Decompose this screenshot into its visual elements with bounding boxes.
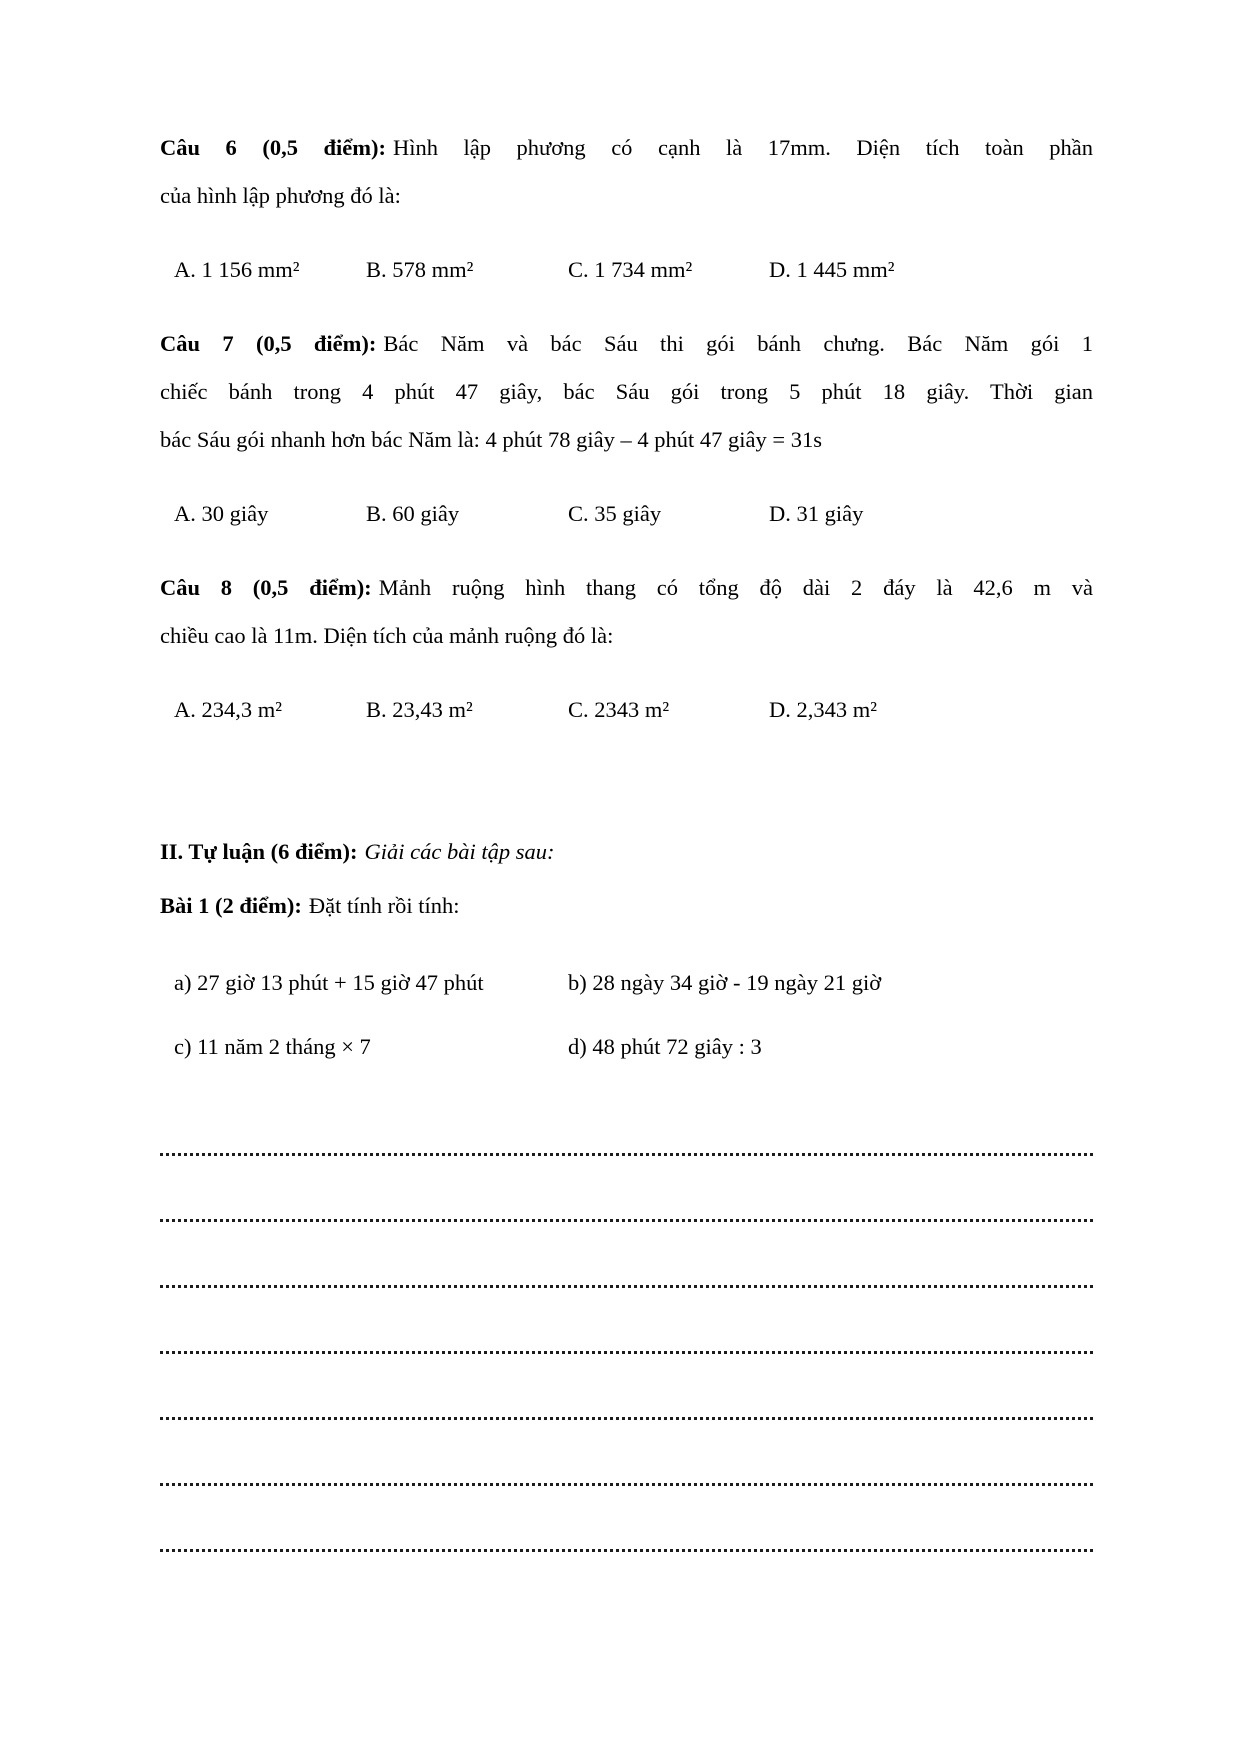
question-6-line-2: của hình lập phương đó là: (160, 183, 401, 208)
option-d: D. 1 445 mm² (769, 257, 895, 282)
option-d: D. 31 giây (769, 501, 864, 526)
answer-line (160, 1288, 1093, 1354)
question-6 (160, 124, 1093, 220)
answer-line (160, 1090, 1093, 1156)
exercise-1-parts-row-1 (160, 959, 1093, 1007)
question-8-options (160, 686, 1093, 734)
option-c: C. 1 734 mm² (568, 257, 693, 282)
exercise-1-parts-row-2 (160, 1023, 1093, 1071)
section-2-subtitle: Giải các bài tập sau: (364, 839, 555, 864)
question-8-line-1 (160, 564, 1093, 612)
question-8-line-2: chiều cao là 11m. Diện tích của mảnh ruộng đó là: (160, 623, 614, 648)
answer-line (160, 1486, 1093, 1552)
option-c: C. 2343 m² (568, 697, 670, 722)
question-6-label: Câu 6 (0,5 điểm): (160, 135, 386, 160)
part-c: c) 11 năm 2 tháng × 7 (174, 1034, 371, 1059)
question-7-line-1 (160, 320, 1093, 368)
part-d: d) 48 phút 72 giây : 3 (568, 1034, 762, 1059)
option-a: A. 1 156 mm² (174, 257, 300, 282)
question-6-line-1 (160, 124, 1093, 172)
question-6-options (160, 246, 1093, 294)
question-7-line-2: chiếc bánh trong 4 phút 47 giây, bác Sáu gói trong 5 phút 18 giây. Thời gian (160, 379, 1093, 404)
question-8-text: Mảnh ruộng hình thang có tổng độ dài 2 đáy là 42,6 m và (378, 575, 1094, 600)
question-7-line-3: bác Sáu gói nhanh hơn bác Năm là: 4 phút 78 giây – 4 phút 47 giây = 31s (160, 427, 822, 452)
question-8 (160, 564, 1093, 660)
exercise-1-heading (160, 882, 1093, 930)
exercise-1-text: Đặt tính rồi tính: (308, 893, 460, 918)
question-7-options (160, 490, 1093, 538)
question-8-label: Câu 8 (0,5 điểm): (160, 575, 372, 600)
question-7-label: Câu 7 (0,5 điểm): (160, 331, 377, 356)
question-6-text: Hình lập phương có cạnh là 17mm. Diện tích toàn phần (392, 135, 1093, 160)
section-2-heading (160, 828, 1093, 876)
option-a: A. 234,3 m² (174, 697, 282, 722)
option-b: B. 23,43 m² (366, 697, 473, 722)
option-d: D. 2,343 m² (769, 697, 877, 722)
answer-lines (160, 1090, 1093, 1552)
answer-line (160, 1354, 1093, 1420)
option-b: B. 578 mm² (366, 257, 474, 282)
option-b: B. 60 giây (366, 501, 460, 526)
question-7-text: Bác Năm và bác Sáu thi gói bánh chưng. Bác Năm gói 1 (383, 331, 1093, 356)
option-a: A. 30 giây (174, 501, 269, 526)
part-a: a) 27 giờ 13 phút + 15 giờ 47 phút (174, 970, 484, 995)
question-7 (160, 320, 1093, 464)
exercise-1-label: Bài 1 (2 điểm): (160, 893, 302, 918)
answer-line (160, 1222, 1093, 1288)
answer-line (160, 1156, 1093, 1222)
section-2-title: II. Tự luận (6 điểm): (160, 839, 358, 864)
answer-line (160, 1420, 1093, 1486)
part-b: b) 28 ngày 34 giờ - 19 ngày 21 giờ (568, 970, 882, 995)
option-c: C. 35 giây (568, 501, 662, 526)
